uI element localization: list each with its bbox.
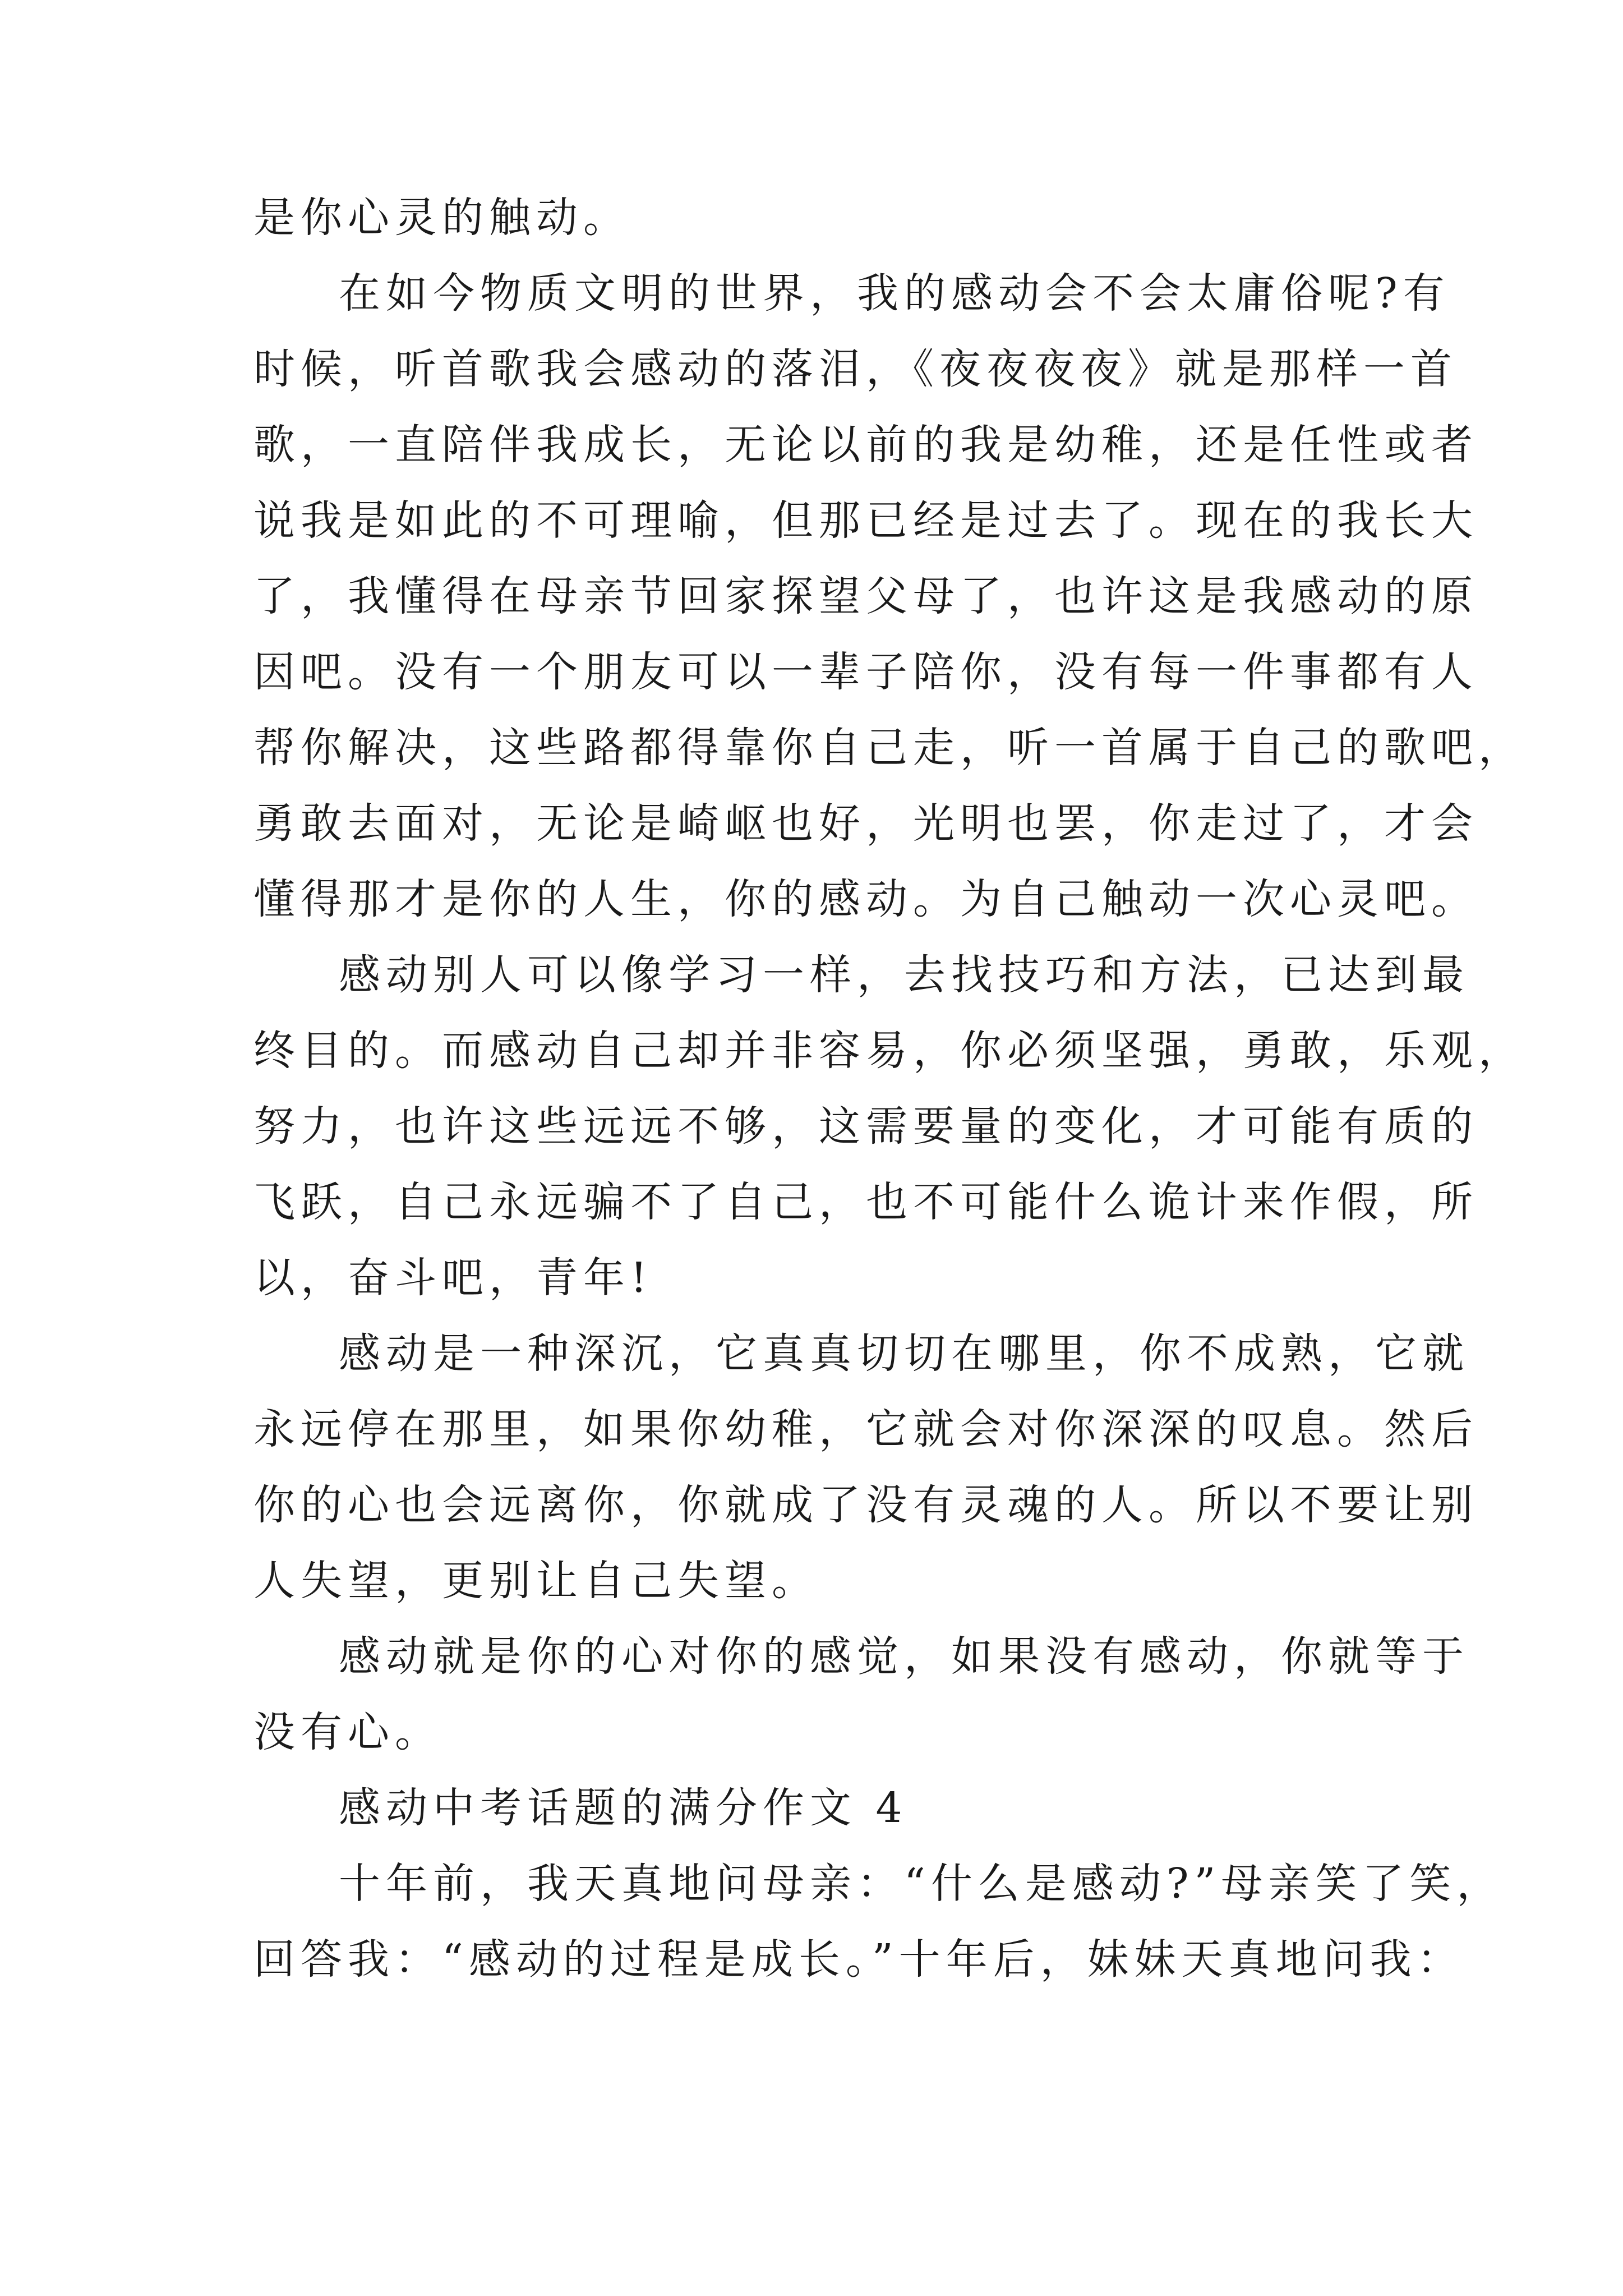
text-line: 说我是如此的不可理喻，但那已经是过去了。现在的我长大 — [253, 496, 1478, 545]
text-line: 帮你解决，这些路都得靠你自己走，听一首属于自己的歌吧， — [253, 724, 1525, 772]
text-line: 永远停在那里，如果你幼稚，它就会对你深深的叹息。然后 — [253, 1405, 1478, 1453]
text-line: 因吧。没有一个朋友可以一辈子陪你，没有每一件事都有人 — [253, 648, 1478, 696]
text-line: 歌，一直陪伴我成长，无论以前的我是幼稚，还是任性或者 — [253, 421, 1478, 469]
text-line: 是你心灵的触动。 — [253, 194, 630, 242]
text-line: 人失望，更别让自己失望。 — [253, 1557, 819, 1605]
text-line: 没有心。 — [253, 1708, 442, 1756]
text-line: 你的心也会远离你，你就成了没有灵魂的人。所以不要让别 — [253, 1481, 1478, 1529]
text-line: 感动是一种深沉，它真真切切在哪里，你不成熟，它就 — [339, 1329, 1469, 1378]
text-line: 努力，也许这些远远不够，这需要量的变化，才可能有质的 — [253, 1102, 1478, 1151]
text-line: 以，奋斗吧，青年! — [253, 1254, 653, 1302]
text-line: 了，我懂得在母亲节回家探望父母了，也许这是我感动的原 — [253, 572, 1478, 620]
text-line: 时候，听首歌我会感动的落泪，《夜夜夜夜》就是那样一首 — [253, 345, 1458, 393]
text-line: 飞跃，自己永远骗不了自己，也不可能什么诡计来作假，所 — [253, 1178, 1478, 1226]
text-line: 懂得那才是你的人生，你的感动。为自己触动一次心灵吧。 — [253, 875, 1478, 923]
text-line: 十年前，我天真地问母亲：“什么是感动?”母亲笑了笑， — [339, 1860, 1504, 1908]
text-line: 感动别人可以像学习一样，去找技巧和方法，已达到最 — [339, 951, 1469, 999]
text-line: 勇敢去面对，无论是崎岖也好，光明也罢，你走过了，才会 — [253, 799, 1478, 848]
text-line: 终目的。而感动自己却并非容易，你必须坚强，勇敢，乐观， — [253, 1027, 1525, 1075]
text-line: 感动就是你的心对你的感觉，如果没有感动，你就等于 — [339, 1632, 1469, 1681]
section-heading: 感动中考话题的满分作文 4 — [339, 1784, 908, 1832]
text-line: 回答我：“感动的过程是成长。”十年后，妹妹天真地问我： — [253, 1935, 1464, 1984]
text-line: 在如今物质文明的世界，我的感动会不会太庸俗呢?有 — [339, 269, 1450, 318]
